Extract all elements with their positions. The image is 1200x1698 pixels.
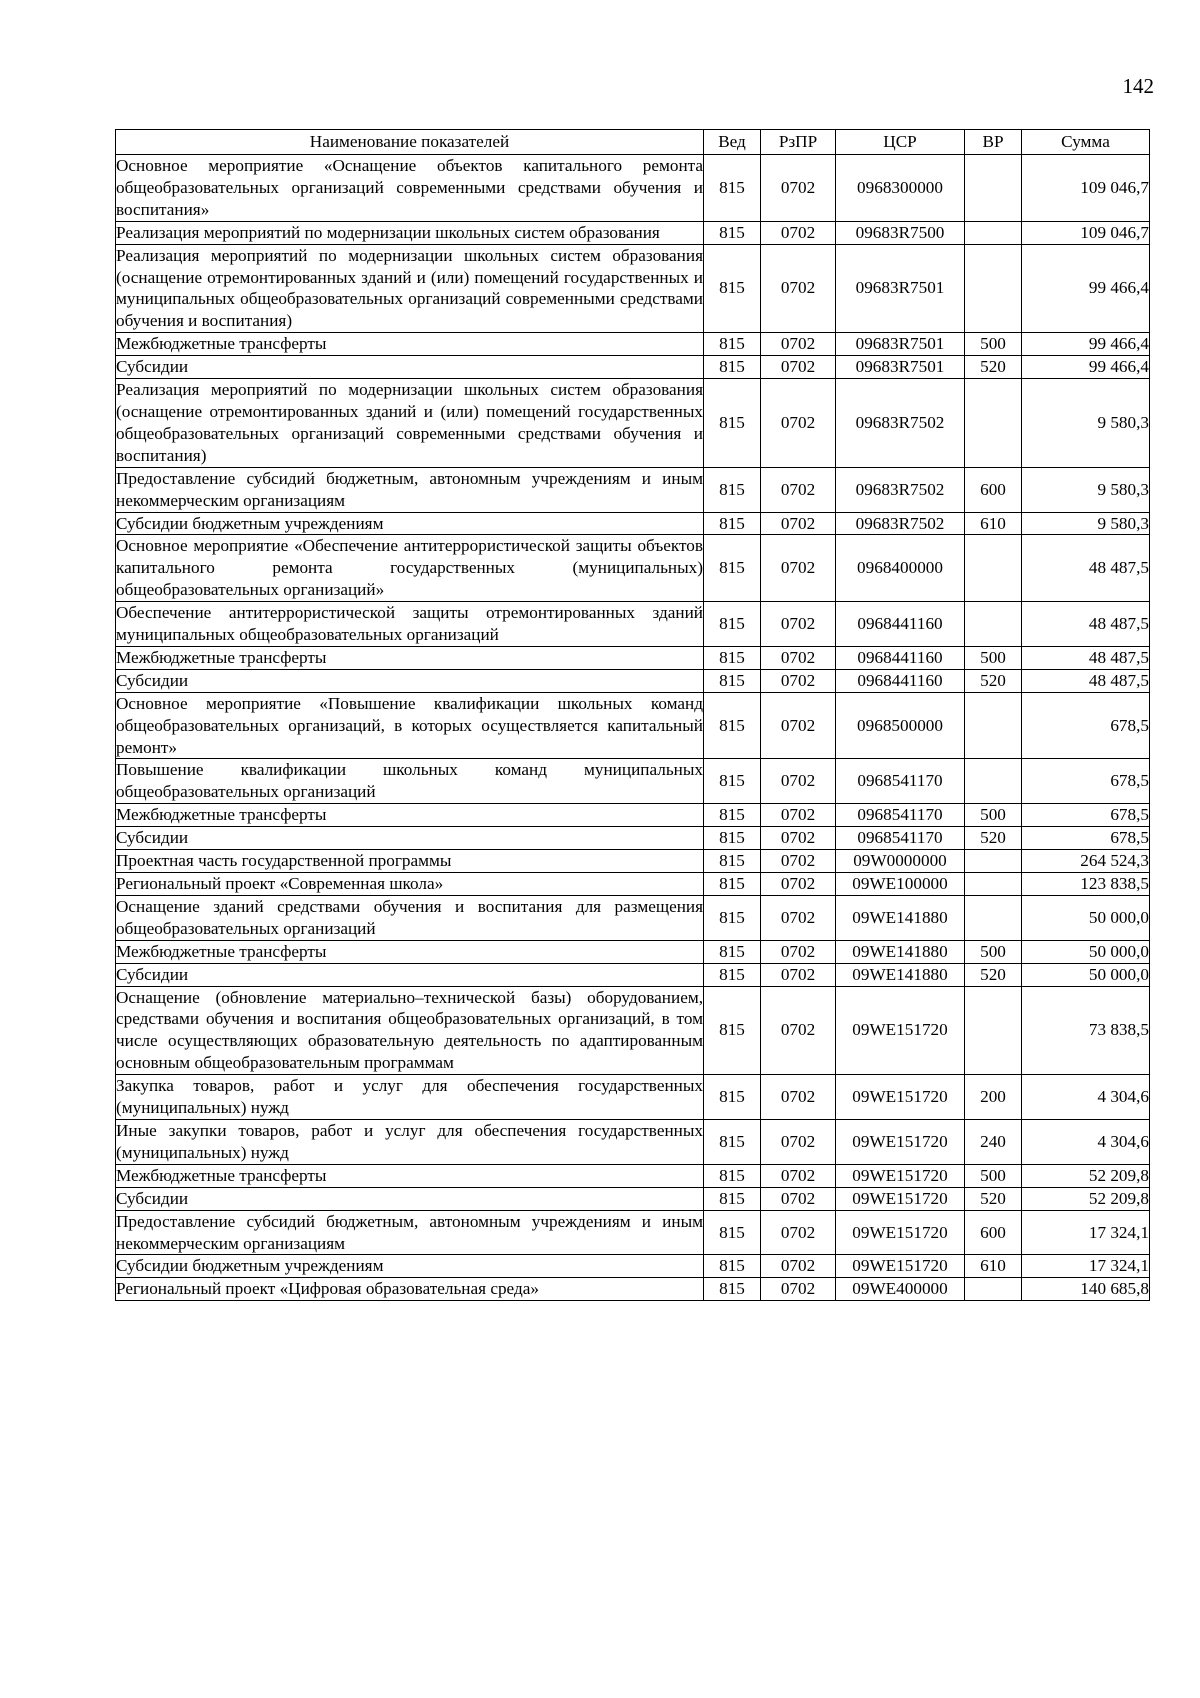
cell-vr: 500 [965, 646, 1022, 669]
table-row [116, 602, 1150, 647]
cell-name: Основное мероприятие «Обеспечение антитеррористической защиты объектов капитального ремонта государственных (муниципальных) общеобразовательных организаций» [116, 535, 704, 602]
cell-name: Повышение квалификации школьных команд муниципальных общеобразовательных организаций [116, 759, 704, 804]
table-row [116, 512, 1150, 535]
cell-csr: 09WE141880 [836, 895, 965, 940]
cell-vr: 600 [965, 1210, 1022, 1255]
cell-rzpr: 0702 [761, 873, 836, 896]
cell-vr: 500 [965, 940, 1022, 963]
cell-rzpr: 0702 [761, 759, 836, 804]
cell-vr [965, 535, 1022, 602]
cell-name: Основное мероприятие «Оснащение объектов капитального ремонта общеобразовательных организаций современными средствами обучения и воспитания» [116, 155, 704, 222]
header-vr: ВР [965, 130, 1022, 155]
cell-vr: 520 [965, 669, 1022, 692]
cell-csr: 0968441160 [836, 602, 965, 647]
cell-name: Закупка товаров, работ и услуг для обеспечения государственных (муниципальных) нужд [116, 1075, 704, 1120]
cell-name: Межбюджетные трансферты [116, 333, 704, 356]
table-row [116, 827, 1150, 850]
cell-sum: 9 580,3 [1022, 379, 1150, 468]
table-row [116, 535, 1150, 602]
cell-ved: 815 [704, 1119, 761, 1164]
cell-name: Реализация мероприятий по модернизации школьных систем образования [116, 221, 704, 244]
cell-name: Субсидии бюджетным учреждениям [116, 1255, 704, 1278]
cell-vr [965, 692, 1022, 759]
cell-csr: 0968541170 [836, 804, 965, 827]
cell-vr [965, 221, 1022, 244]
table-row [116, 692, 1150, 759]
cell-rzpr: 0702 [761, 1210, 836, 1255]
cell-rzpr: 0702 [761, 356, 836, 379]
cell-sum: 678,5 [1022, 692, 1150, 759]
table-header-row [116, 130, 1150, 155]
cell-vr: 520 [965, 827, 1022, 850]
cell-rzpr: 0702 [761, 333, 836, 356]
table-row [116, 850, 1150, 873]
cell-sum: 48 487,5 [1022, 602, 1150, 647]
cell-csr: 09WE151720 [836, 1119, 965, 1164]
cell-name: Субсидии [116, 1187, 704, 1210]
cell-ved: 815 [704, 759, 761, 804]
table-row [116, 356, 1150, 379]
cell-sum: 123 838,5 [1022, 873, 1150, 896]
cell-ved: 815 [704, 1075, 761, 1120]
cell-csr: 09WE151720 [836, 1210, 965, 1255]
cell-vr: 520 [965, 963, 1022, 986]
cell-csr: 0968441160 [836, 669, 965, 692]
table-row [116, 155, 1150, 222]
cell-vr: 500 [965, 1164, 1022, 1187]
cell-rzpr: 0702 [761, 602, 836, 647]
cell-csr: 09683R7501 [836, 333, 965, 356]
header-csr: ЦСР [836, 130, 965, 155]
cell-sum: 17 324,1 [1022, 1255, 1150, 1278]
cell-vr [965, 379, 1022, 468]
cell-csr: 09683R7501 [836, 244, 965, 333]
cell-csr: 09683R7502 [836, 467, 965, 512]
cell-ved: 815 [704, 1255, 761, 1278]
cell-name: Проектная часть государственной программы [116, 850, 704, 873]
cell-ved: 815 [704, 895, 761, 940]
cell-rzpr: 0702 [761, 804, 836, 827]
cell-ved: 815 [704, 1210, 761, 1255]
table-row [116, 759, 1150, 804]
table-row [116, 221, 1150, 244]
cell-sum: 52 209,8 [1022, 1187, 1150, 1210]
cell-name: Межбюджетные трансферты [116, 940, 704, 963]
cell-sum: 99 466,4 [1022, 356, 1150, 379]
cell-rzpr: 0702 [761, 244, 836, 333]
cell-vr: 200 [965, 1075, 1022, 1120]
cell-vr [965, 602, 1022, 647]
cell-sum: 99 466,4 [1022, 333, 1150, 356]
table-row [116, 1119, 1150, 1164]
cell-ved: 815 [704, 155, 761, 222]
cell-rzpr: 0702 [761, 646, 836, 669]
cell-csr: 0968500000 [836, 692, 965, 759]
cell-sum: 4 304,6 [1022, 1075, 1150, 1120]
cell-name: Региональный проект «Цифровая образовательная среда» [116, 1278, 704, 1301]
cell-vr: 500 [965, 804, 1022, 827]
cell-ved: 815 [704, 646, 761, 669]
cell-csr: 09683R7502 [836, 512, 965, 535]
table-row [116, 1075, 1150, 1120]
cell-name: Субсидии [116, 827, 704, 850]
cell-ved: 815 [704, 873, 761, 896]
cell-name: Иные закупки товаров, работ и услуг для обеспечения государственных (муниципальных) нужд [116, 1119, 704, 1164]
cell-ved: 815 [704, 221, 761, 244]
cell-vr: 610 [965, 1255, 1022, 1278]
cell-csr: 09683R7500 [836, 221, 965, 244]
cell-name: Оснащение зданий средствами обучения и воспитания для размещения общеобразовательных организаций [116, 895, 704, 940]
cell-csr: 09WE400000 [836, 1278, 965, 1301]
budget-table [115, 129, 1150, 1301]
cell-sum: 678,5 [1022, 759, 1150, 804]
cell-rzpr: 0702 [761, 692, 836, 759]
cell-rzpr: 0702 [761, 155, 836, 222]
cell-sum: 50 000,0 [1022, 963, 1150, 986]
cell-csr: 09WE151720 [836, 986, 965, 1075]
cell-name: Межбюджетные трансферты [116, 804, 704, 827]
table-body [116, 155, 1150, 1301]
cell-name: Предоставление субсидий бюджетным, автономным учреждениям и иным некоммерческим организациям [116, 1210, 704, 1255]
cell-rzpr: 0702 [761, 379, 836, 468]
table-row [116, 940, 1150, 963]
table-row [116, 467, 1150, 512]
cell-vr: 500 [965, 333, 1022, 356]
cell-vr [965, 895, 1022, 940]
header-ved: Вед [704, 130, 761, 155]
cell-sum: 52 209,8 [1022, 1164, 1150, 1187]
cell-rzpr: 0702 [761, 986, 836, 1075]
cell-ved: 815 [704, 1278, 761, 1301]
cell-vr [965, 155, 1022, 222]
cell-sum: 9 580,3 [1022, 512, 1150, 535]
header-rzpr: РзПР [761, 130, 836, 155]
cell-sum: 678,5 [1022, 827, 1150, 850]
cell-rzpr: 0702 [761, 963, 836, 986]
cell-csr: 0968400000 [836, 535, 965, 602]
cell-ved: 815 [704, 986, 761, 1075]
cell-csr: 09W0000000 [836, 850, 965, 873]
cell-name: Реализация мероприятий по модернизации школьных систем образования (оснащение отремонтированных зданий и (или) помещений государственных и муниципальных общеобразовательных организаций современными средствами обучения и воспитания) [116, 244, 704, 333]
cell-csr: 09WE151720 [836, 1075, 965, 1120]
cell-rzpr: 0702 [761, 535, 836, 602]
table-row [116, 379, 1150, 468]
cell-name: Субсидии бюджетным учреждениям [116, 512, 704, 535]
cell-ved: 815 [704, 512, 761, 535]
cell-csr: 09683R7501 [836, 356, 965, 379]
cell-ved: 815 [704, 963, 761, 986]
table-row [116, 804, 1150, 827]
cell-rzpr: 0702 [761, 1119, 836, 1164]
header-sum: Сумма [1022, 130, 1150, 155]
cell-csr: 09WE141880 [836, 940, 965, 963]
cell-ved: 815 [704, 850, 761, 873]
cell-name: Региональный проект «Современная школа» [116, 873, 704, 896]
cell-ved: 815 [704, 467, 761, 512]
cell-vr [965, 986, 1022, 1075]
cell-csr: 0968541170 [836, 827, 965, 850]
cell-ved: 815 [704, 1164, 761, 1187]
page-number: 142 [1122, 74, 1154, 98]
cell-vr: 520 [965, 356, 1022, 379]
cell-rzpr: 0702 [761, 669, 836, 692]
cell-vr: 520 [965, 1187, 1022, 1210]
cell-sum: 50 000,0 [1022, 940, 1150, 963]
cell-csr: 09WE100000 [836, 873, 965, 896]
cell-ved: 815 [704, 692, 761, 759]
cell-sum: 4 304,6 [1022, 1119, 1150, 1164]
cell-csr: 09WE151720 [836, 1164, 965, 1187]
cell-sum: 9 580,3 [1022, 467, 1150, 512]
cell-rzpr: 0702 [761, 1187, 836, 1210]
table-row [116, 1164, 1150, 1187]
cell-csr: 0968300000 [836, 155, 965, 222]
cell-csr: 09WE151720 [836, 1187, 965, 1210]
header-name: Наименование показателей [116, 130, 704, 155]
cell-vr: 240 [965, 1119, 1022, 1164]
cell-name: Субсидии [116, 963, 704, 986]
cell-vr: 600 [965, 467, 1022, 512]
cell-sum: 109 046,7 [1022, 155, 1150, 222]
cell-ved: 815 [704, 535, 761, 602]
cell-csr: 09683R7502 [836, 379, 965, 468]
table-row [116, 1278, 1150, 1301]
cell-csr: 0968541170 [836, 759, 965, 804]
cell-name: Межбюджетные трансферты [116, 1164, 704, 1187]
cell-sum: 109 046,7 [1022, 221, 1150, 244]
cell-sum: 50 000,0 [1022, 895, 1150, 940]
table-row [116, 986, 1150, 1075]
cell-ved: 815 [704, 804, 761, 827]
table-row [116, 244, 1150, 333]
cell-ved: 815 [704, 379, 761, 468]
cell-rzpr: 0702 [761, 895, 836, 940]
cell-sum: 140 685,8 [1022, 1278, 1150, 1301]
cell-ved: 815 [704, 827, 761, 850]
cell-vr: 610 [965, 512, 1022, 535]
table-row [116, 333, 1150, 356]
cell-ved: 815 [704, 940, 761, 963]
cell-vr [965, 873, 1022, 896]
cell-csr: 09WE151720 [836, 1255, 965, 1278]
cell-name: Оснащение (обновление материально–технической базы) оборудованием, средствами обучения и воспитания общеобразовательных организаций, в том числе осуществляющих образовательную деятельность по адаптированным основным общеобразовательным программам [116, 986, 704, 1075]
cell-rzpr: 0702 [761, 512, 836, 535]
cell-ved: 815 [704, 1187, 761, 1210]
cell-rzpr: 0702 [761, 1075, 836, 1120]
cell-name: Основное мероприятие «Повышение квалификации школьных команд общеобразовательных организаций, в которых осуществляется капитальный ремонт» [116, 692, 704, 759]
cell-rzpr: 0702 [761, 1255, 836, 1278]
cell-vr [965, 1278, 1022, 1301]
cell-rzpr: 0702 [761, 221, 836, 244]
table-row [116, 646, 1150, 669]
table-row [116, 1255, 1150, 1278]
cell-vr [965, 759, 1022, 804]
table-row [116, 1187, 1150, 1210]
cell-rzpr: 0702 [761, 1164, 836, 1187]
cell-rzpr: 0702 [761, 1278, 836, 1301]
cell-name: Обеспечение антитеррористической защиты отремонтированных зданий муниципальных общеобразовательных организаций [116, 602, 704, 647]
table-row [116, 963, 1150, 986]
cell-sum: 48 487,5 [1022, 535, 1150, 602]
cell-vr [965, 850, 1022, 873]
table-row [116, 669, 1150, 692]
cell-ved: 815 [704, 356, 761, 379]
cell-sum: 678,5 [1022, 804, 1150, 827]
cell-name: Субсидии [116, 669, 704, 692]
cell-sum: 73 838,5 [1022, 986, 1150, 1075]
cell-vr [965, 244, 1022, 333]
cell-sum: 264 524,3 [1022, 850, 1150, 873]
cell-csr: 09WE141880 [836, 963, 965, 986]
cell-name: Межбюджетные трансферты [116, 646, 704, 669]
cell-ved: 815 [704, 602, 761, 647]
cell-rzpr: 0702 [761, 940, 836, 963]
cell-csr: 0968441160 [836, 646, 965, 669]
cell-name: Субсидии [116, 356, 704, 379]
cell-sum: 48 487,5 [1022, 669, 1150, 692]
cell-sum: 48 487,5 [1022, 646, 1150, 669]
cell-ved: 815 [704, 333, 761, 356]
cell-sum: 99 466,4 [1022, 244, 1150, 333]
table-row [116, 1210, 1150, 1255]
cell-rzpr: 0702 [761, 827, 836, 850]
cell-ved: 815 [704, 669, 761, 692]
cell-name: Реализация мероприятий по модернизации школьных систем образования (оснащение отремонтированных зданий и (или) помещений государственных общеобразовательных организаций современными средствами обучения и воспитания) [116, 379, 704, 468]
table-row [116, 895, 1150, 940]
cell-rzpr: 0702 [761, 850, 836, 873]
cell-rzpr: 0702 [761, 467, 836, 512]
table-row [116, 873, 1150, 896]
cell-name: Предоставление субсидий бюджетным, автономным учреждениям и иным некоммерческим организациям [116, 467, 704, 512]
cell-ved: 815 [704, 244, 761, 333]
cell-sum: 17 324,1 [1022, 1210, 1150, 1255]
